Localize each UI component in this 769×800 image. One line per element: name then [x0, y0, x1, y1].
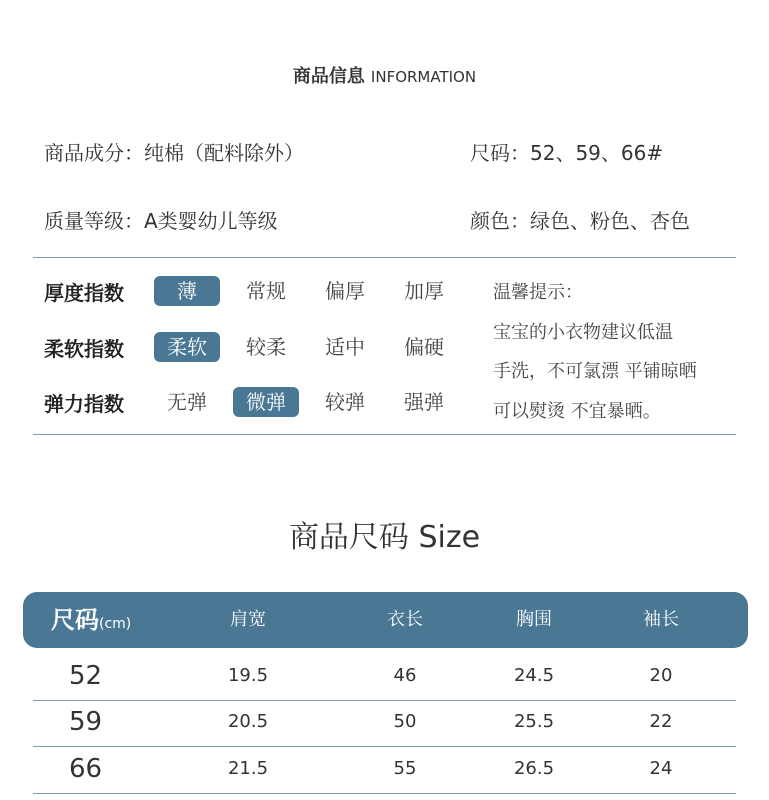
row-cell: 20: [649, 665, 673, 686]
index-option-selected: 柔软: [154, 332, 220, 362]
index-option: 适中: [325, 335, 365, 359]
index-option-selected: 微弹: [233, 387, 299, 417]
header-size-unit: (cm): [99, 616, 132, 632]
row-cell: 19.5: [227, 665, 269, 686]
row-size: 52: [69, 661, 103, 691]
index-option: 较柔: [246, 335, 286, 359]
divider-top: [33, 257, 736, 258]
info-title-zh: 商品信息: [292, 66, 365, 87]
row-cell: 25.5: [513, 711, 555, 732]
size-table-header: [23, 592, 748, 648]
header-size-label: 尺码: [51, 606, 99, 634]
row-cell: 46: [393, 665, 417, 686]
index-option: 偏硬: [404, 335, 444, 359]
row-cell: 20.5: [227, 711, 269, 732]
row-cell: 22: [649, 711, 673, 732]
grade-text: 质量等级：A类婴幼儿等级: [44, 209, 278, 233]
row-cell: 24.5: [513, 665, 555, 686]
table-row: [33, 653, 736, 701]
index-option: 加厚: [404, 279, 444, 303]
row-cell: 26.5: [513, 758, 555, 779]
row-cell: 21.5: [227, 758, 269, 779]
header-size: [51, 592, 191, 648]
row-size: 66: [69, 754, 103, 784]
header-length: 衣长: [387, 609, 423, 630]
info-title-en: INFORMATION: [370, 68, 477, 86]
divider-bottom: [33, 434, 736, 435]
colors-text: 颜色：绿色、粉色、杏色: [470, 209, 690, 233]
header-sleeve: 袖长: [643, 609, 679, 630]
row-cell: 55: [393, 758, 417, 779]
tip-line-2: 手洗，不可氯漂 平铺晾晒: [493, 361, 697, 382]
size-section-title: 商品尺码 Size: [288, 520, 481, 555]
tip-line-3: 可以熨烫 不宜暴晒。: [493, 401, 661, 422]
index-option: 偏厚: [325, 279, 365, 303]
table-row: [33, 699, 736, 747]
header-shoulder: 肩宽: [230, 609, 266, 630]
index-label: 柔软指数: [44, 337, 124, 361]
index-option: 强弹: [404, 390, 444, 414]
sizes-text: 尺码：52、59、66#: [470, 141, 664, 165]
index-option-selected: 薄: [154, 276, 220, 306]
composition-text: 商品成分：纯棉（配料除外）: [44, 141, 304, 165]
index-label: 弹力指数: [44, 392, 124, 416]
tip-line-1: 宝宝的小衣物建议低温: [493, 322, 673, 343]
index-option: 常规: [246, 279, 286, 303]
row-cell: 24: [649, 758, 673, 779]
header-chest: 胸围: [516, 609, 552, 630]
index-option: 较弹: [325, 390, 365, 414]
info-section-title: [0, 62, 769, 88]
index-option: 无弹: [167, 390, 207, 414]
row-cell: 50: [393, 711, 417, 732]
tip-title: 温馨提示：: [493, 282, 583, 303]
row-size: 59: [69, 707, 103, 737]
index-label: 厚度指数: [44, 281, 124, 305]
table-row: [33, 746, 736, 794]
